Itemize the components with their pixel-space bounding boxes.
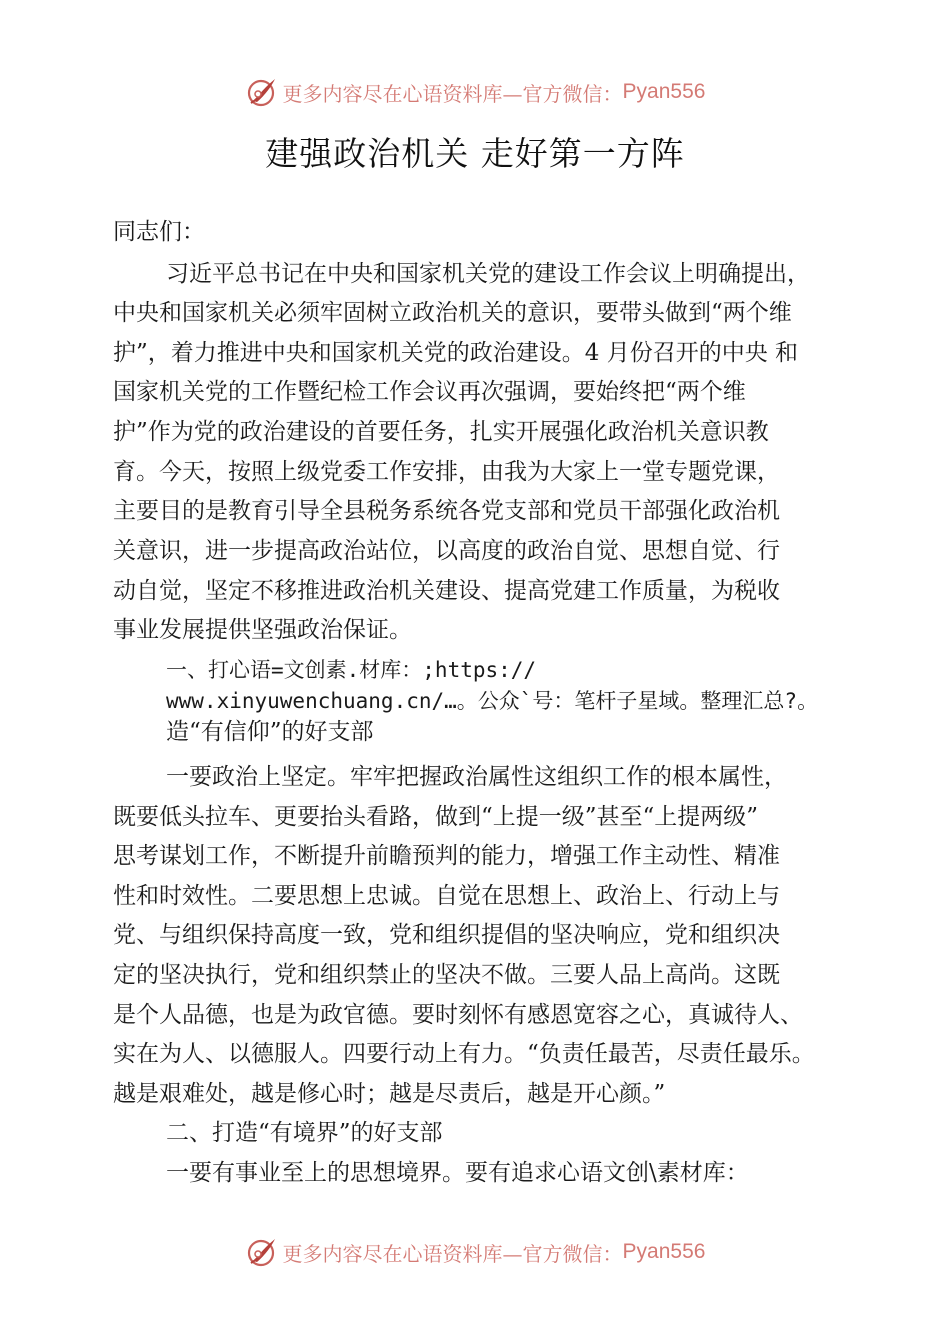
salutation: 同志们： (113, 219, 205, 245)
paragraph-line: 一要有事业至上的思想境界。要有追求心语文创\素材库： (166, 1160, 749, 1186)
paragraph-line: 党、与组织保持高度一致，党和组织提倡的坚决响应，党和组织决 (113, 922, 780, 948)
paragraph-line: 思考谋划工作，不断提升前瞻预判的能力，增强工作主动性、精准 (113, 843, 780, 869)
paragraph-line: 一要政治上坚定。牢牢把握政治属性这组织工作的根本属性， (166, 764, 787, 790)
section-heading-2: 二、打造“有境界”的好支部 (166, 1120, 443, 1146)
paragraph-line: 关意识，进一步提高政治站位，以高度的政治自觉、思想自觉、行 (113, 538, 780, 564)
paragraph-line: 习近平总书记在中央和国家机关党的建设工作会议上明确提出， (166, 261, 810, 287)
paragraph-line: 主要目的是教育引导全县税务系统各党支部和党员干部强化政治机 (113, 498, 780, 524)
watermark-wechat-id: Pyan556 (622, 1240, 706, 1263)
paragraph-line: 定的坚决执行，党和组织禁止的坚决不做。三要人品上高尚。这既 (113, 962, 780, 988)
quill-logo-icon (245, 75, 279, 109)
paragraph-line: 中央和国家机关必须牢固树立政治机关的意识，要带头做到“两个维 (113, 300, 792, 326)
watermark-text: 更多内容尽在心语资料库—官方微信： (282, 81, 623, 106)
paragraph-line: 是个人品德，也是为政官德。要时刻怀有感恩宽容之心，真诚待人、 (113, 1002, 803, 1028)
watermark-wechat-id: Pyan556 (622, 80, 706, 103)
footer-watermark (0, 1232, 950, 1272)
paragraph-line: 护”，着力推进中央和国家机关党的政治建设。4 月份召开的中央 和 (113, 340, 799, 366)
paragraph-line: 性和时效性。二要思想上忠诚。自觉在思想上、政治上、行动上与 (113, 883, 780, 909)
section-heading-1-part-b: www.xinyuwenchuang.cn/…。公众`号：笔杆子星域。整理汇总?。 (166, 689, 819, 713)
paragraph-line: 护”作为党的政治建设的首要任务，扎实开展强化政治机关意识教 (113, 419, 769, 445)
paragraph-line: 国家机关党的工作暨纪检工作会议再次强调，要始终把“两个维 (113, 379, 746, 405)
section-heading-1-part-a: 一、打心语=文创素.材库：;https:// (166, 658, 537, 682)
paragraph-line: 育。今天，按照上级党委工作安排，由我为大家上一堂专题党课， (113, 459, 780, 485)
section-heading-1-part-c: 造“有信仰”的好支部 (166, 719, 374, 745)
watermark-text: 更多内容尽在心语资料库—官方微信： (282, 1241, 623, 1266)
document-title: 建强政治机关 走好第一方阵 (265, 134, 685, 173)
paragraph-line: 越是艰难处，越是修心时；越是尽责后，越是开心颜。” (113, 1081, 666, 1107)
quill-logo-icon (245, 1235, 279, 1269)
paragraph-line: 事业发展提供坚强政治保证。 (113, 617, 412, 643)
paragraph-line: 实在为人、以德服人。四要行动上有力。“负责任最苦，尽责任最乐。 (113, 1041, 815, 1067)
header-watermark (0, 72, 950, 112)
paragraph-line: 既要低头拉车、更要抬头看路，做到“上提一级”甚至“上提两级” (113, 804, 759, 830)
paragraph-line: 动自觉，坚定不移推进政治机关建设、提高党建工作质量，为税收 (113, 578, 780, 604)
